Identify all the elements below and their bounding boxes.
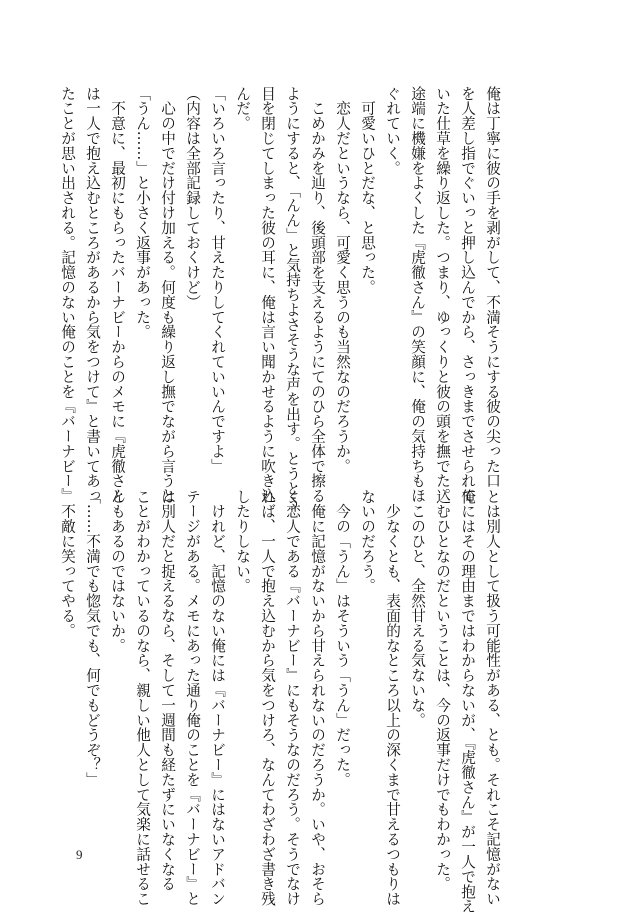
text-column: したりしない。 — [234, 489, 251, 594]
text-column: 途端に機嫌をよくした『虎徹さん』の笑顔に、俺の気持ちもほ — [409, 86, 426, 504]
text-column: たことが思い出される。記憶のない俺のことを『バーナビー』 — [59, 86, 76, 504]
text-column: 心の中でだけ付け加える。何度も繰り返し撫でながら言うと — [159, 86, 176, 504]
text-column: 込むひとなのだということは、今の返事だけでもわかった。 — [434, 489, 451, 892]
text-column: ともあるのではないか。 — [109, 489, 126, 653]
text-column: ぐれていく。 — [384, 86, 401, 176]
text-column: ようにすると、「んん」と気持ちよさそうな声を出す。とうとう — [284, 86, 301, 511]
text-column: 俺は丁寧に彼の手を剥がして、不満そうにする彼の尖った口 — [484, 86, 501, 489]
text-column: んだ。 — [234, 86, 251, 131]
text-column: 「うん……」と小さく返事があった。 — [134, 86, 151, 340]
top-text-block — [59, 86, 505, 511]
bottom-text-block — [59, 489, 505, 914]
text-column: 俺に記憶がないから甘えられないのだろうか。いや、おそら — [309, 489, 326, 907]
text-column: を人差し指でぐいっと押し込んでから、さっきまでさせられて — [459, 86, 476, 504]
text-column: 恋人だというなら、可愛く思うのも当然なのだろうか。 — [334, 86, 351, 474]
text-column: く恋人である『バーナビー』にもそうなのだろう。そうでなけ — [284, 489, 301, 907]
text-column: れば、一人で抱え込むから気をつけろ、なんてわざわざ書き残 — [259, 489, 276, 907]
text-column: 可愛いひとだな、と思った。 — [359, 86, 376, 295]
text-column: 「……不満でも惚気でも、何でもどうぞ？」 — [84, 489, 101, 787]
text-column: こめかみを辿り、後頭部を支えるようにてのひら全体で擦る — [309, 86, 326, 504]
text-column: 不敵に笑ってやる。 — [59, 489, 76, 638]
text-column: 「いろいろ言ったり、甘えたりしてくれていいんですよ」 — [209, 86, 226, 474]
text-column: 俺にはその理由まではわからないが、『虎徹さん』が一人で抱え — [459, 489, 476, 914]
text-column: けれど、記憶のない俺には『バーナビー』にはないアドバン — [209, 489, 226, 907]
text-column: は一人で抱え込むところがあるから気をつけて』と書いてあっ — [84, 86, 101, 504]
text-column: ことがわかっているのなら、親しい他人として気楽に話せるこ — [134, 489, 151, 907]
text-column: テージがある。メモにあった通り俺のことを『バーナビー』と — [184, 489, 201, 907]
text-column: 今の「うん」はそういう「うん」だった。 — [334, 489, 351, 787]
text-column: このひと、全然甘える気ないな。 — [409, 489, 426, 728]
text-column: 目を閉じてしまった彼の耳に、俺は言い聞かせるように吹き込 — [259, 86, 276, 504]
text-column: ないのだろう。 — [359, 489, 376, 594]
page-number: 9 — [76, 847, 83, 862]
text-column: 少なくとも、表面的なところ以上の深くまで甘えるつもりは — [384, 489, 401, 907]
text-column: 不意に、最初にもらったバーナビーからのメモに『虎徹さん — [109, 86, 126, 504]
text-column: は別人だと捉えるなら、そして一週間も経たずにいなくなる — [159, 489, 176, 892]
text-column: とは別人として扱う可能性がある、とも。それこそ記憶がない — [484, 489, 501, 907]
text-column: いた仕草を繰り返した。つまり、ゆっくりと彼の頭を撫でた。 — [434, 86, 451, 504]
text-column: （内容は全部記録しておくけど） — [184, 86, 201, 310]
